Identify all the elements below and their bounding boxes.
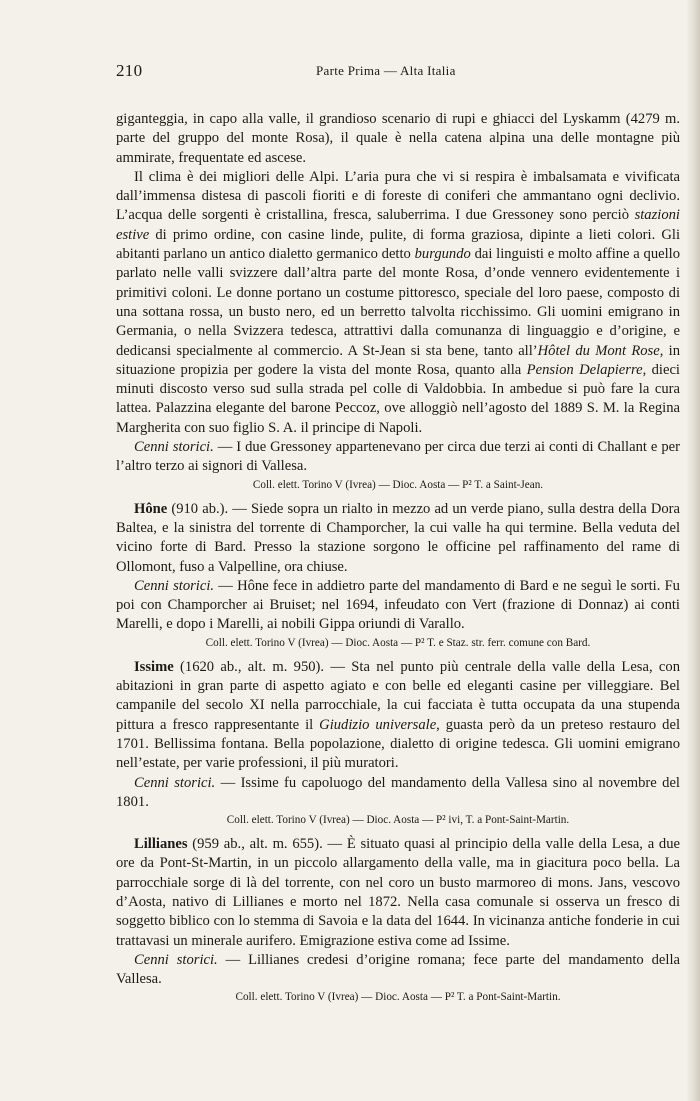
cenni-storici-label: Cenni storici.	[134, 951, 218, 968]
gressoney-paragraph-1: giganteggia, in capo alla valle, il grandioso scenario di rupi e ghiacci del Lyskamm (4279 m. parte del gruppo del monte Rosa), il quale è nella catena alpina una delle montagne più ammirate, frequentate ed ascese.	[116, 111, 680, 166]
entry-title-lillianes: Lillianes	[134, 836, 188, 853]
italic-term: burgundo	[414, 246, 471, 263]
page-header	[116, 61, 680, 81]
hone-cenni-storici: Cenni storici. — Hône fece in addietro parte del mandamento di Bard e ne seguì le sorti. Fu poi con Champorcher ai Bruiset; nel 1694, infeudato con Vert (frazione di Donnaz) ai conti Marelli, e dopo i Marelli, ai nobili Gippa oriundi di Varallo.	[116, 577, 680, 633]
gressoney-cenni-storici: Cenni storici. — I due Gressoney appartenevano per circa due terzi ai conti di Challant e per l’altro terzo ai signori di Vallesa.	[116, 439, 680, 475]
fresco-title: Giudizio universale	[319, 716, 437, 733]
italic-term: stazioni estive	[116, 207, 680, 243]
cenni-storici-label: Cenni storici.	[134, 577, 215, 594]
gressoney-admin-note: Coll. elett. Torino V (Ivrea) — Dioc. Aosta — P² T. a Saint-Jean.	[252, 478, 544, 491]
body-text	[116, 110, 680, 1012]
hotel-name: Hôtel du Mont Rose	[537, 342, 660, 359]
hone-entry: Hône (910 ab.). — Siede sopra un rialto in mezzo ad un verde piano, sulla destra della Dora Baltea, e la sinistra del torrente di Champorcher, la cui valle ha qui termine. Bella veduta del vicino forte di Bard. Presso la stazione sorgono le officine pel raffinamento del rame di Ollomont, fuso a Valpelline, ora chiuse.	[116, 500, 680, 575]
page-spine-shadow	[686, 0, 700, 1101]
issime-cenni-storici: Cenni storici. — Issime fu capoluogo del mandamento della Vallesa sino al novembre del 1801.	[116, 774, 680, 810]
lillianes-entry: Lillianes (959 ab., alt. m. 655). — È situato quasi al principio della valle della Lesa, a due ore da Pont-St-Martin, in un piccolo allargamento della valle, ma in giacitura poco bella. La parrocchiale sorge di là del torrente, con nel coro un busto marmoreo di mons. Jans, vescovo d’Aosta, nativo di Lillianes e morto nel 1872. Nella casa comunale si osserva un fresco di soggetto biblico con lo stemma di Savoia e la data del 1644. In vicinanza antiche fonderie in cui trattavasi un minerale aurifero. Emigrazione estiva come ad Issime.	[116, 836, 680, 949]
lillianes-admin-note: Coll. elett. Torino V (Ivrea) — Dioc. Aosta — P² T. a Pont-Saint-Martin.	[235, 991, 561, 1004]
gressoney-paragraph-2: Il clima è dei migliori delle Alpi. L’aria pura che vi si respira è imbalsamata e vivificata dall’immensa distesa di pascoli fioriti e di foreste di coniferi che ammantano ogni declivio. L’acqua delle sorgenti è cristallina, fresca, saluberrima. I due Gressoney sono perciò stazioni estive di primo ordine, con casine linde, pulite, di forma graziosa, dipinte a lieti colori. Gli abitanti parlano un antico dialetto germanico detto burgundo dai linguisti e molto affine a quello parlato nelle valli svizzere dall’altra parte del monte Rosa, d’onde vennero evidentemente i primitivi coloni. Le donne portano un costume pittoresco, speciale del loro paese, composto di una sottana rossa, un busto nero, ed un berretto talvolta ricchissimo. Gli uomini emigrano in Germania, o nella Svizzera tedesca, attrattivi dalla comunanza di linguaggio e d’origine, e dedicansi specialmente al commercio. A St-Jean si sta bene, tanto all’Hôtel du Mont Rose, in situazione propizia per godere la vista del monte Rosa, quanto alla Pension Delapierre, dieci minuti discosto verso sud sulla strada pel colle di Valdobbia. In ambedue si può fare la cura lattea. Palazzina elegante del barone Peccoz, ove alloggiò nell’agosto del 1889 S. M. la Regina Margherita con suo figlio S. A. il principe di Napoli.	[116, 168, 680, 436]
entry-title-hone: Hône	[134, 500, 168, 517]
entry-title-issime: Issime	[134, 658, 174, 675]
hone-admin-note: Coll. elett. Torino V (Ivrea) — Dioc. Aosta — P² T. e Staz. str. ferr. comune con Bard.	[205, 636, 591, 649]
running-head: Parte Prima — Alta Italia	[316, 63, 456, 78]
issime-entry: Issime (1620 ab., alt. m. 950). — Sta nel punto più centrale della valle della Lesa, con abitazioni in gran parte di aspetto agiato e con belle ed eleganti casine per villeggiare. Bel campanile del secolo XI nella parrocchiale, la cui facciata è tutta occupata da una stupenda pittura a fresco rappresentante il Giudizio universale, guasta però da un preteso restauro del 1701. Bellissima fontana. Bella popolazione, dialetto di origine tedesca. Gli uomini emigrano nell’estate, per varie professioni, il più muratori.	[116, 658, 680, 772]
issime-admin-note: Coll. elett. Torino V (Ivrea) — Dioc. Aosta — P² ivi, T. a Pont-Saint-Martin.	[226, 814, 570, 827]
cenni-storici-label: Cenni storici.	[134, 774, 216, 791]
cenni-storici-label: Cenni storici.	[134, 439, 214, 456]
lillianes-cenni-storici: Cenni storici. — Lillianes credesi d’origine romana; fece parte del mandamento della Vallesa.	[116, 951, 680, 988]
pension-name: Pension Delapierre	[526, 361, 643, 378]
page-number: 210	[116, 61, 143, 80]
